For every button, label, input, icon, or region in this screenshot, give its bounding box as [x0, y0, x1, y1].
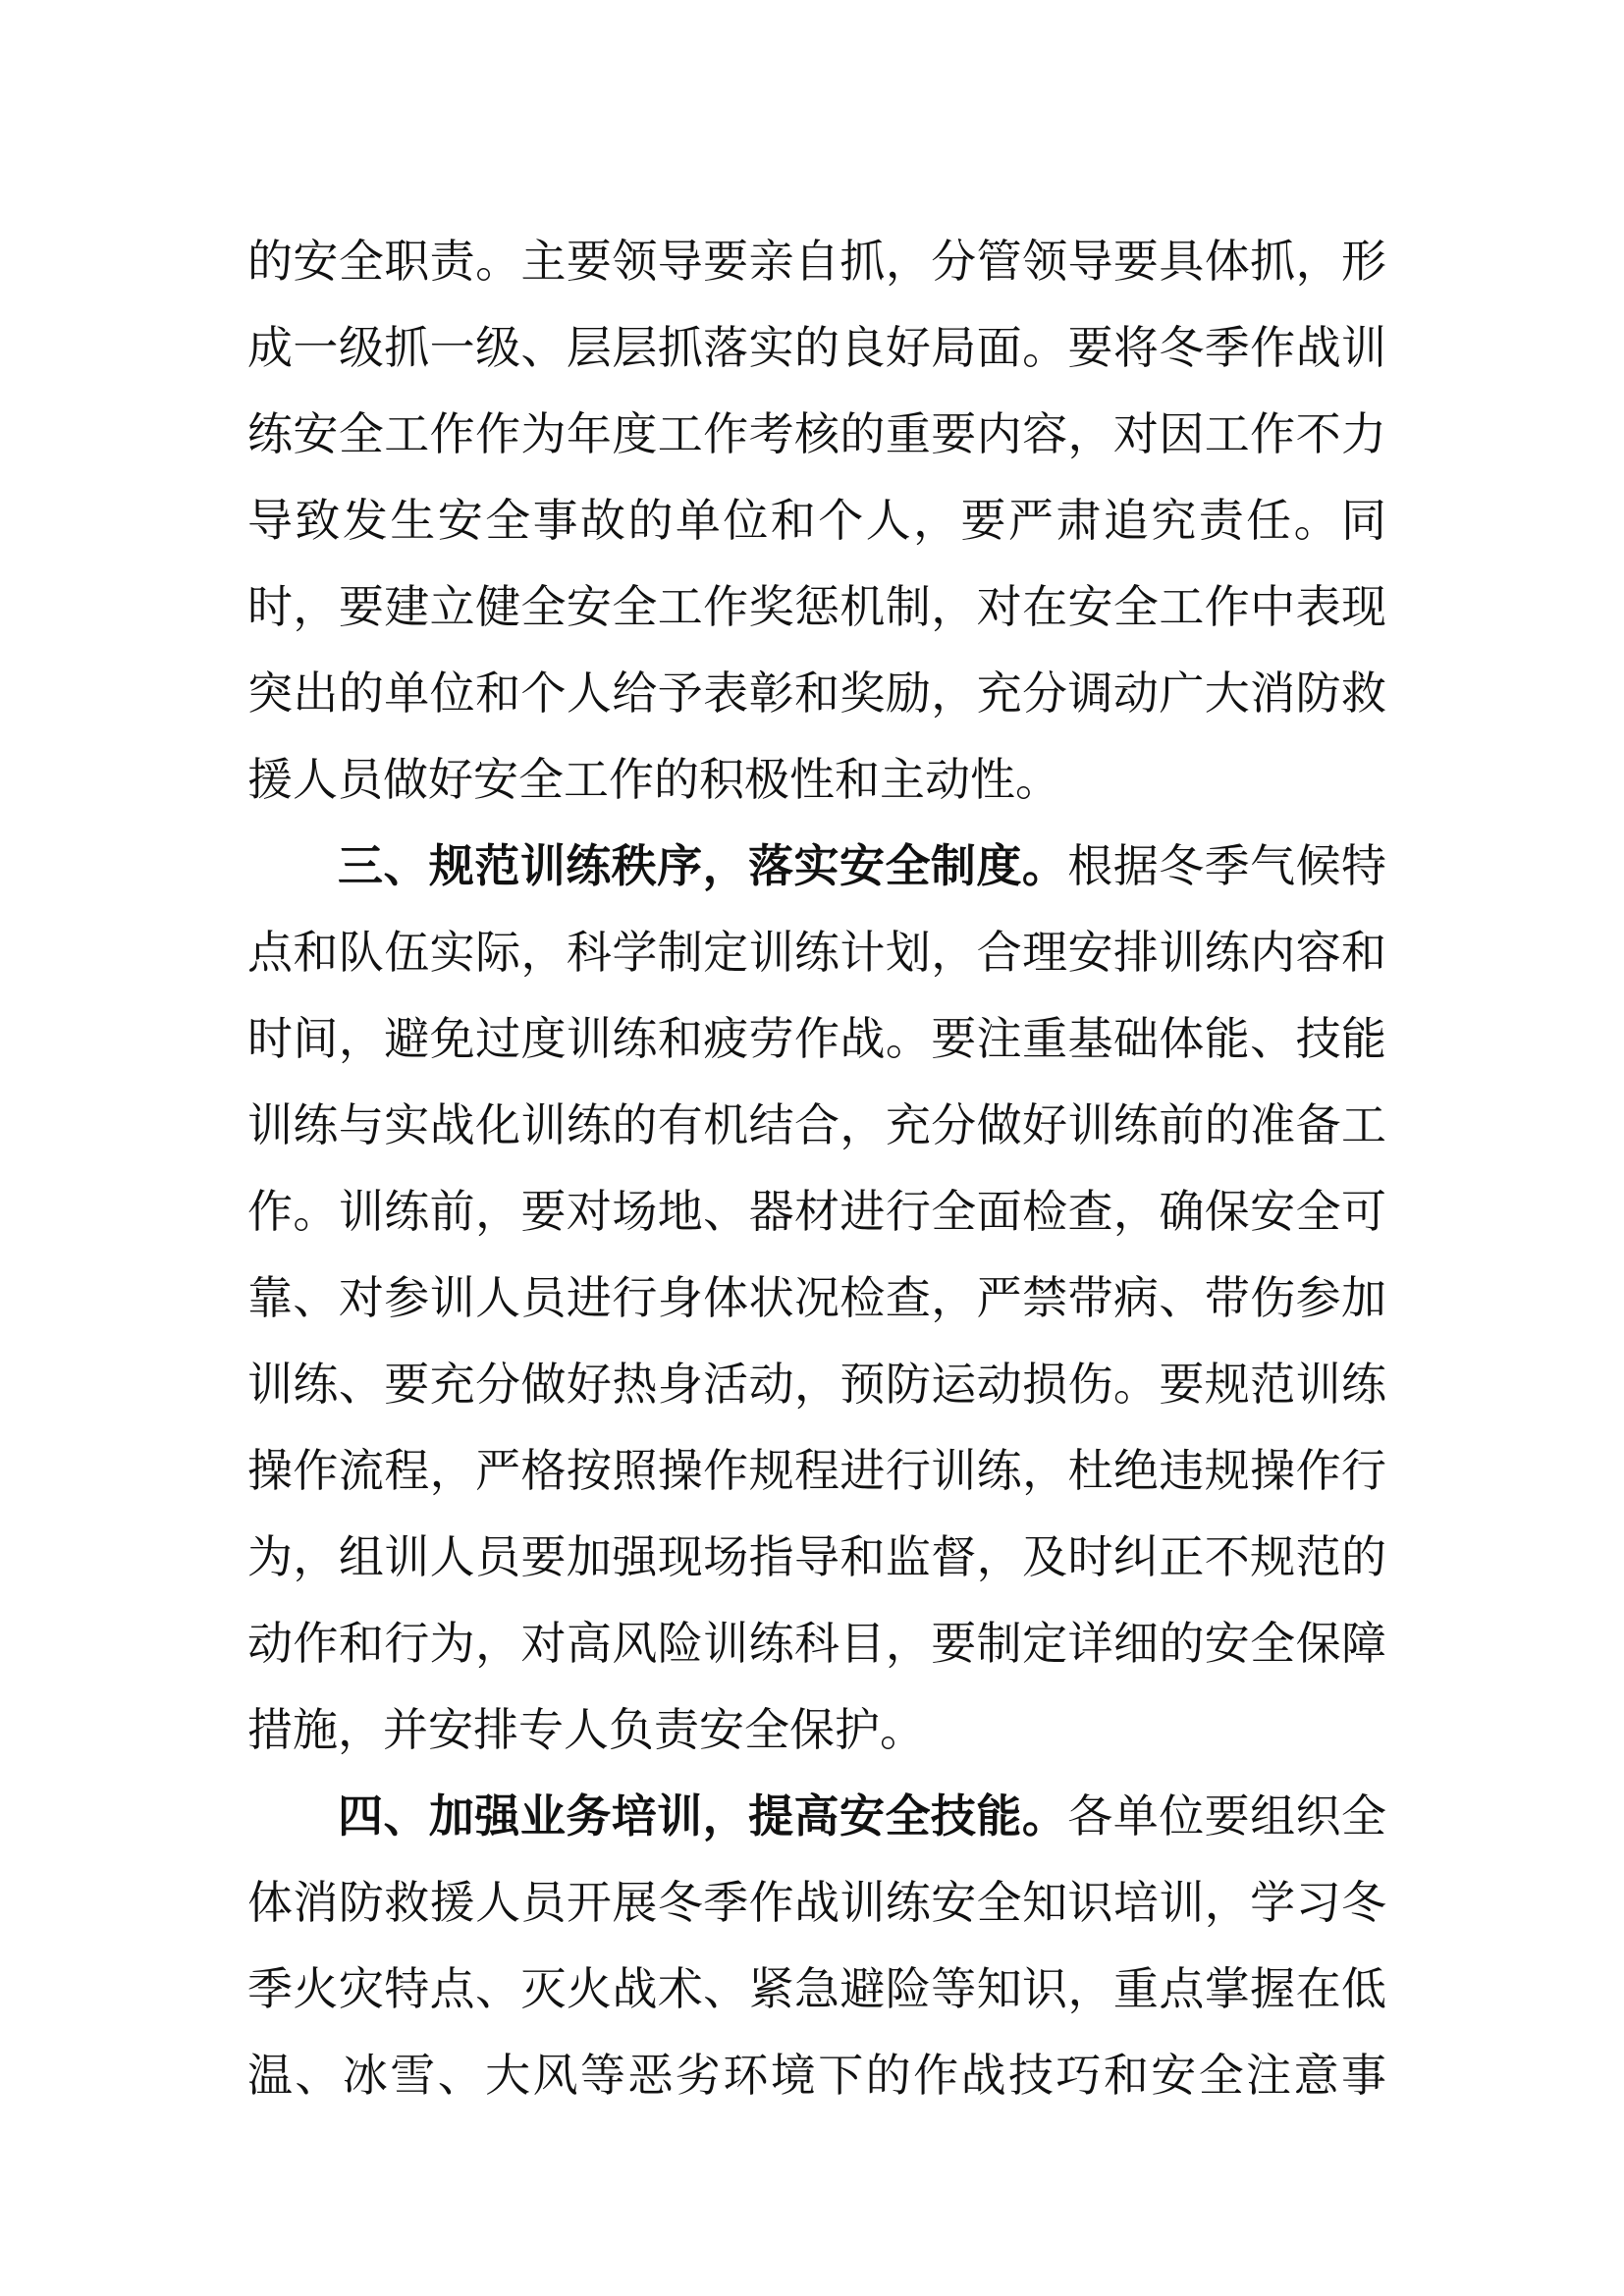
- section-three-heading: 三、规范训练秩序，落实安全制度。: [338, 839, 1068, 892]
- text-line: 练安全工作作为年度工作考核的重要内容，对因工作不力: [247, 407, 1386, 460]
- text-line: 时间，避免过度训练和疲劳作战。要注重基础体能、技能: [247, 1012, 1386, 1065]
- section-three-first-line: [247, 823, 1386, 909]
- section-three-first-line-text: 根据冬季气候特: [1067, 839, 1386, 892]
- text-line: 温、冰雪、大风等恶劣环境下的作战技巧和安全注意事: [247, 2049, 1386, 2102]
- text-line: 靠、对参训人员进行身体状况检查，严禁带病、带伤参加: [247, 1271, 1386, 1324]
- text-line: 为，组训人员要加强现场指导和监督，及时纠正不规范的: [247, 1530, 1386, 1583]
- section-four-first-line: [247, 1773, 1386, 1859]
- text-line: 季火灾特点、灭火战术、紧急避险等知识，重点掌握在低: [247, 1962, 1386, 2015]
- paragraph-section-four: [247, 1773, 1386, 2118]
- text-line: 训练、要充分做好热身活动，预防运动损伤。要规范训练: [247, 1358, 1386, 1411]
- text-line: 导致发生安全事故的单位和个人，要严肃追究责任。同: [247, 494, 1386, 547]
- text-line: 时，要建立健全安全工作奖惩机制，对在安全工作中表现: [247, 580, 1386, 633]
- text-line: 突出的单位和个人给予表彰和奖励，充分调动广大消防救: [247, 667, 1386, 720]
- paragraph-1: [247, 218, 1386, 823]
- section-four-heading: 四、加强业务培训，提高安全技能。: [338, 1789, 1068, 1842]
- text-line: 动作和行为，对高风险训练科目，要制定详细的安全保障: [247, 1617, 1386, 1670]
- text-line: 点和队伍实际，科学制定训练计划，合理安排训练内容和: [247, 926, 1386, 979]
- text-line: 成一级抓一级、层层抓落实的良好局面。要将冬季作战训: [247, 321, 1386, 374]
- text-line: 作。训练前，要对场地、器材进行全面检查，确保安全可: [247, 1185, 1386, 1238]
- text-line: 的安全职责。主要领导要亲自抓，分管领导要具体抓，形: [247, 235, 1386, 288]
- document-page: [247, 218, 1386, 2118]
- paragraph-section-three: [247, 823, 1386, 1773]
- text-line: 训练与实战化训练的有机结合，充分做好训练前的准备工: [247, 1098, 1386, 1151]
- text-line: 措施，并安排专人负责安全保护。: [247, 1703, 925, 1756]
- section-four-first-line-text: 各单位要组织全: [1067, 1789, 1386, 1842]
- text-line: 援人员做好安全工作的积极性和主动性。: [247, 753, 1060, 806]
- text-line: 操作流程，严格按照操作规程进行训练，杜绝违规操作行: [247, 1444, 1386, 1497]
- text-line: 体消防救援人员开展冬季作战训练安全知识培训，学习冬: [247, 1876, 1386, 1929]
